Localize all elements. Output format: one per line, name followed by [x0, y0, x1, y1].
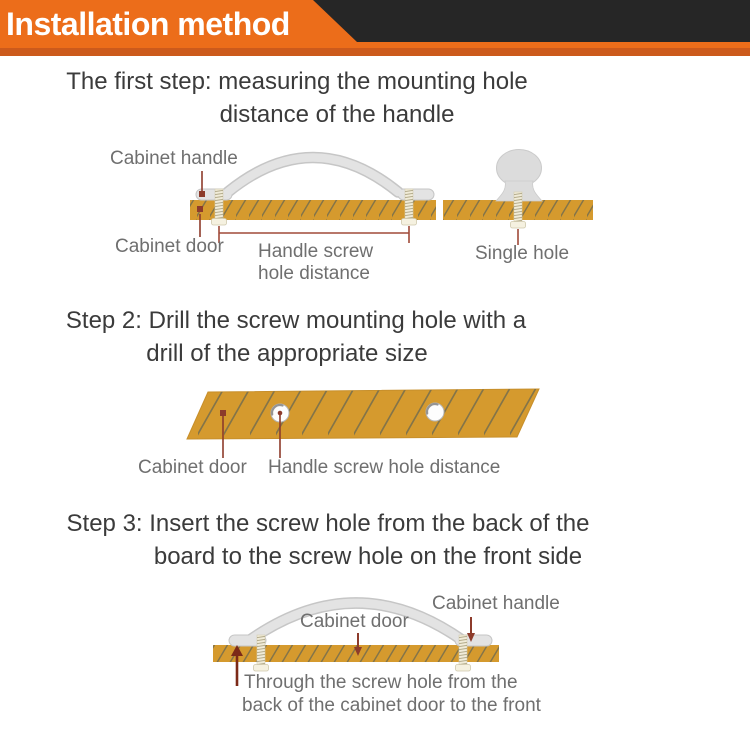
cabinet-door-pointer	[197, 206, 203, 237]
label-cabinet-handle: Cabinet handle	[432, 593, 560, 614]
drilled-hole	[426, 403, 444, 421]
label-cabinet-door: Cabinet door	[138, 457, 247, 478]
step2-diagram	[120, 385, 580, 467]
label-cabinet-door: Cabinet door	[115, 236, 224, 257]
label-line: Handle screw	[258, 241, 374, 262]
cabinet-door-board	[190, 200, 593, 220]
label-through-hole-line2: back of the cabinet door to the front	[242, 695, 541, 716]
banner-bottom-strip	[0, 48, 750, 56]
step1-heading-line1: The first step: measuring the mounting hole	[66, 68, 528, 95]
cabinet-handle-pointer	[199, 171, 205, 197]
label-cabinet-door: Cabinet door	[300, 611, 409, 632]
label-handle-screw-hole-distance: Handle screw hole distance	[268, 457, 501, 478]
label-single-hole: Single hole	[475, 243, 570, 264]
label-handle-screw-hole-distance	[258, 241, 373, 285]
cabinet-door-board	[187, 389, 539, 439]
step2-heading-line1: Step 2: Drill the screw mounting hole with a	[65, 307, 527, 334]
banner	[0, 0, 750, 56]
label-line: hole distance	[258, 263, 370, 284]
step1-heading-line2: distance of the handle	[219, 101, 455, 128]
page-title: Installation method	[6, 6, 290, 42]
label-through-hole-line1: Through the screw hole from the	[244, 672, 518, 693]
label-cabinet-handle: Cabinet handle	[110, 148, 238, 169]
step3-heading-line2: board to the screw hole on the front side	[153, 543, 583, 570]
step2-heading-line2: drill of the appropriate size	[146, 340, 428, 367]
banner-dark-ribbon	[313, 0, 750, 42]
step3-heading-line1: Step 3: Insert the screw hole from the back of the	[66, 510, 590, 537]
